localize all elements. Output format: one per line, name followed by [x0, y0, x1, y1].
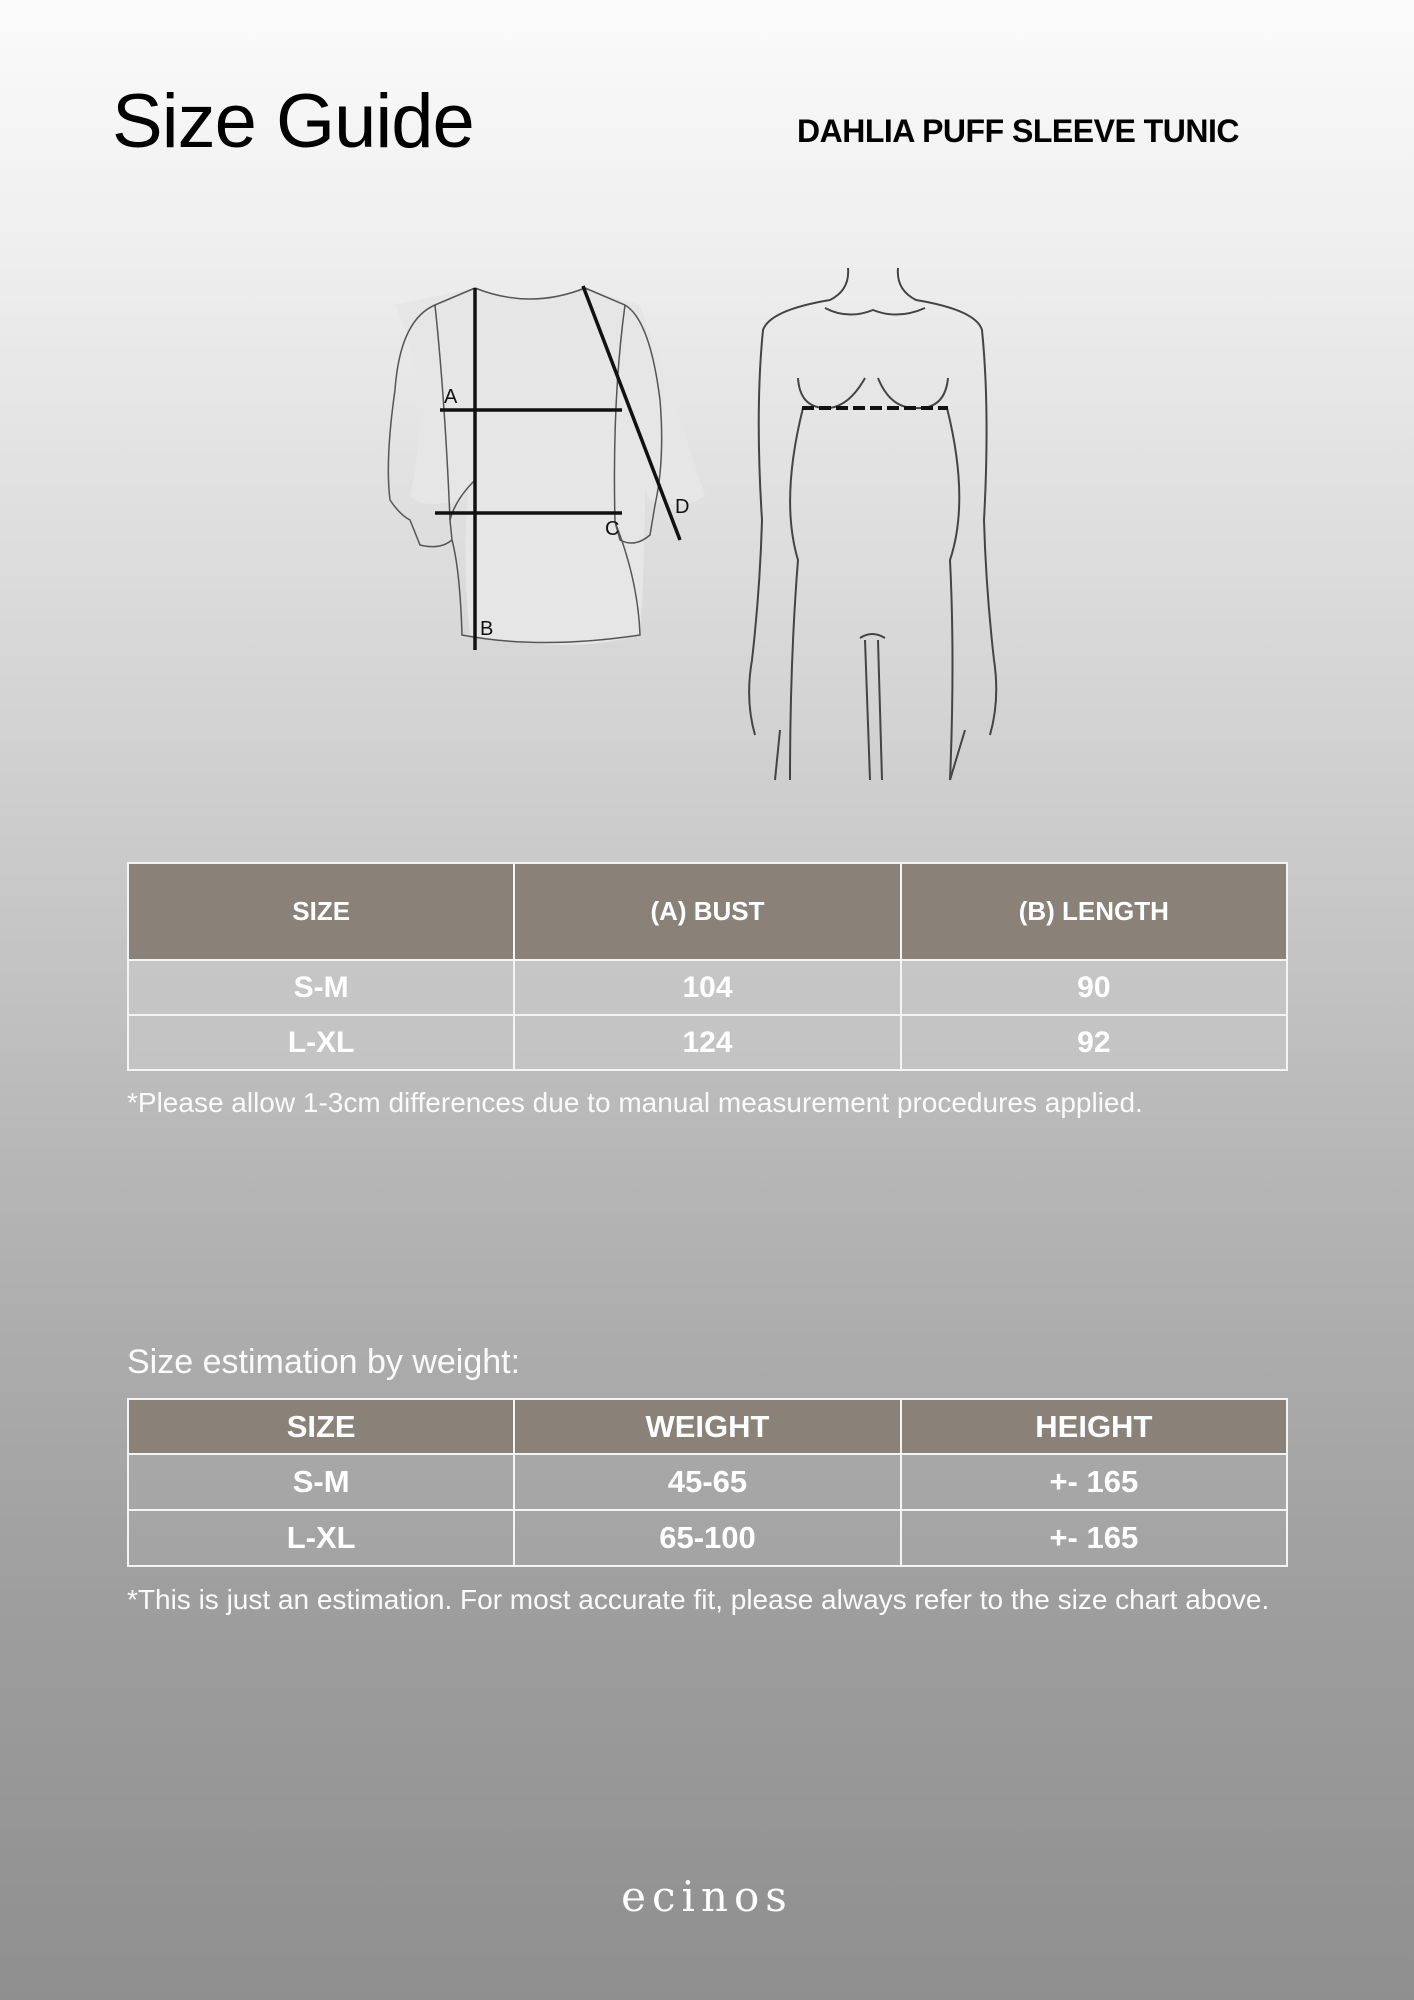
garment-diagram	[388, 288, 705, 645]
weight-section-label: Size estimation by weight:	[127, 1343, 521, 1381]
cell-length: 92	[901, 1015, 1287, 1070]
label-c: C	[605, 518, 620, 540]
table-row	[128, 1510, 1287, 1566]
header-bust: (A) BUST	[514, 863, 900, 960]
table-row	[128, 1454, 1287, 1510]
size-chart-table	[127, 862, 1288, 1071]
cell-size: L-XL	[128, 1015, 514, 1070]
table-header-row	[128, 863, 1287, 960]
estimation-note: *This is just an estimation. For most accurate fit, please always refer to the size chart above.	[127, 1584, 1270, 1615]
label-d: D	[675, 496, 690, 518]
header-size: SIZE	[128, 1399, 514, 1454]
header-height: HEIGHT	[901, 1399, 1287, 1454]
cell-height: +- 165	[901, 1510, 1287, 1566]
cell-weight: 65-100	[514, 1510, 900, 1566]
cell-size: L-XL	[128, 1510, 514, 1566]
cell-bust: 104	[514, 960, 900, 1015]
cell-bust: 124	[514, 1015, 900, 1070]
cell-length: 90	[901, 960, 1287, 1015]
cell-size: S-M	[128, 960, 514, 1015]
product-name: DAHLIA PUFF SLEEVE TUNIC	[797, 113, 1239, 149]
header-size: SIZE	[128, 863, 514, 960]
table-row	[128, 1015, 1287, 1070]
measurement-illustration	[350, 260, 1010, 790]
weight-chart-table	[127, 1398, 1288, 1567]
page-title: Size Guide	[112, 79, 474, 164]
header-length: (B) LENGTH	[901, 863, 1287, 960]
measurement-note: *Please allow 1-3cm differences due to manual measurement procedures applied.	[127, 1087, 1143, 1118]
cell-height: +- 165	[901, 1454, 1287, 1510]
header-weight: WEIGHT	[514, 1399, 900, 1454]
body-figure	[749, 268, 996, 780]
label-a: A	[444, 386, 458, 408]
table-row	[128, 960, 1287, 1015]
cell-size: S-M	[128, 1454, 514, 1510]
brand-logo: ecinos	[621, 1872, 793, 1921]
table-header-row	[128, 1399, 1287, 1454]
cell-weight: 45-65	[514, 1454, 900, 1510]
label-b: B	[480, 618, 494, 640]
